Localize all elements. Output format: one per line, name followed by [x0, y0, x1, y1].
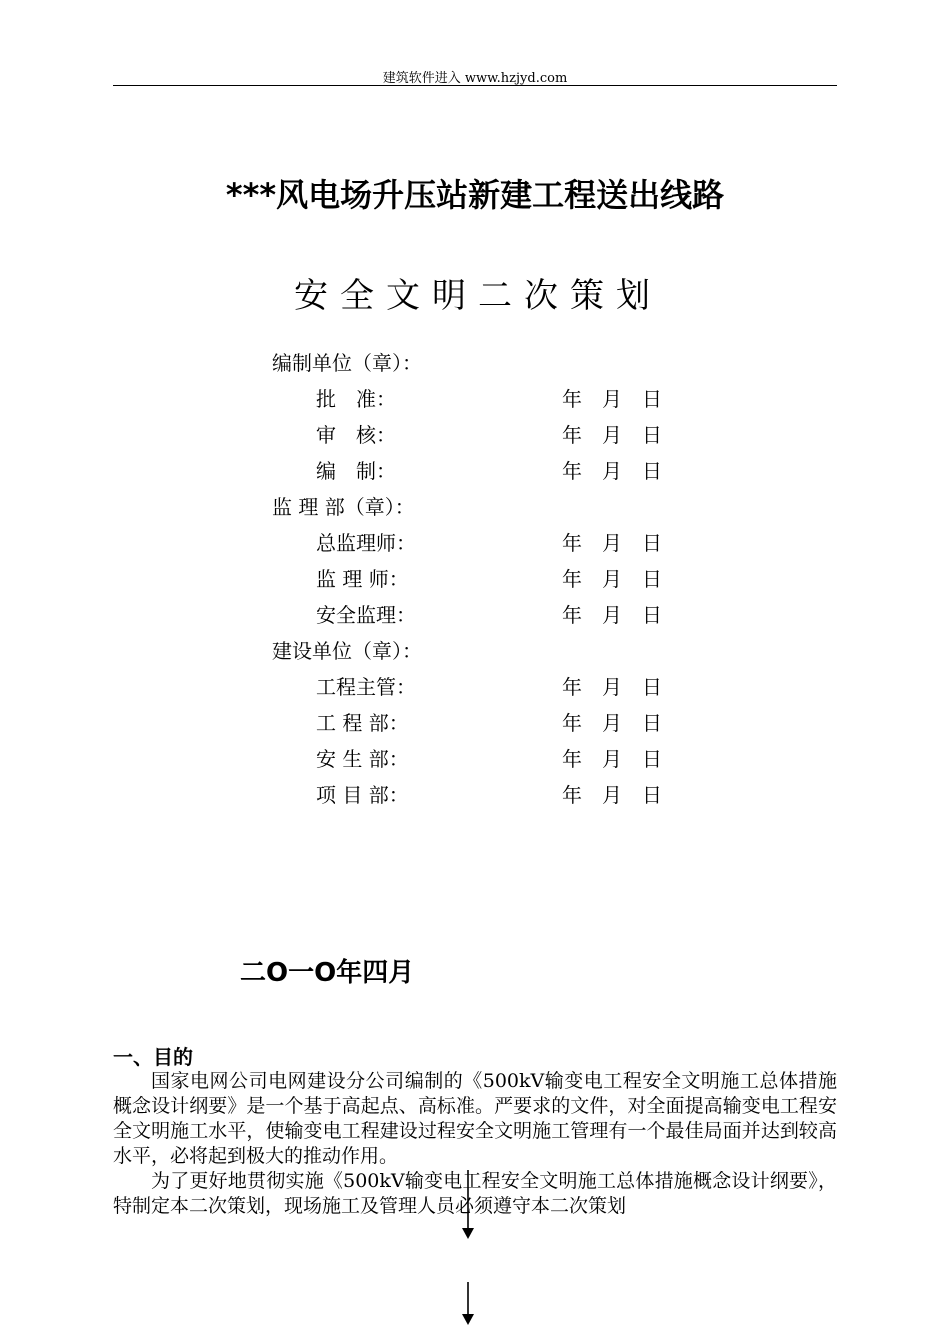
- signature-group-compiler: [272, 345, 682, 489]
- date-placeholder: 年月日: [562, 459, 682, 483]
- signature-row: [272, 597, 682, 633]
- signature-row: [272, 561, 682, 597]
- date-placeholder: 年月日: [562, 711, 682, 735]
- section-heading: 一、目的: [113, 1045, 193, 1069]
- signature-group-heading: 监 理 部（章）：: [272, 495, 415, 519]
- signature-row: [272, 669, 682, 705]
- signature-group-heading: 编制单位（章）：: [272, 351, 422, 375]
- paragraph: 为了更好地贯彻实施《500kV输变电工程安全文明施工总体措施概念设计纲要》，特制定本二次策划，现场施工及管理人员必须遵守本二次策划: [113, 1170, 837, 1217]
- signature-label: 安 生 部：: [316, 747, 409, 771]
- signature-row: [272, 705, 682, 741]
- page-header: 建筑软件进入 www.hzjyd.com: [382, 71, 568, 86]
- signature-row: [272, 381, 682, 417]
- signature-label: 项 目 部：: [316, 783, 409, 807]
- header-rule: [113, 85, 837, 86]
- signature-group-owner: [272, 633, 682, 813]
- date-placeholder: 年月日: [562, 423, 682, 447]
- date-placeholder: 年月日: [562, 783, 682, 807]
- signature-row: [272, 453, 682, 489]
- signature-label: 审 核：: [316, 423, 396, 447]
- signature-label: 总监理师：: [316, 531, 416, 555]
- signature-row: [272, 777, 682, 813]
- down-arrow-icon: [460, 1170, 476, 1240]
- date-placeholder: 年月日: [562, 747, 682, 771]
- paragraph: 国家电网公司电网建设分公司编制的《500kV输变电工程安全文明施工总体措施概念设计纲要》是一个基于高起点、高标准。严要求的文件，对全面提高输变电工程安全文明施工水平，使输变电工程建设过程安全文明施工管理有一个最佳局面并达到较高水平，必将起到极大的推动作用。: [113, 1070, 837, 1167]
- signature-label: 批 准：: [316, 387, 396, 411]
- signature-label: 工 程 部：: [316, 711, 409, 735]
- signature-row: [272, 741, 682, 777]
- down-arrow-icon: [460, 1282, 476, 1326]
- signature-row: [272, 417, 682, 453]
- document-subtitle: 安全文明二次策划: [294, 276, 662, 316]
- date-placeholder: 年月日: [562, 675, 682, 699]
- date-placeholder: 年月日: [562, 603, 682, 627]
- signature-label: 安全监理：: [316, 603, 416, 627]
- signature-label: 监 理 师：: [316, 567, 409, 591]
- signature-row: [272, 525, 682, 561]
- signature-group-supervision: [272, 489, 682, 633]
- document-title: ***风电场升压站新建工程送出线路: [225, 176, 725, 214]
- signature-label: 编 制：: [316, 459, 396, 483]
- signature-group-heading: 建设单位（章）：: [272, 639, 422, 663]
- date-placeholder: 年月日: [562, 387, 682, 411]
- issue-date: 二O一O年四月: [240, 958, 415, 988]
- date-placeholder: 年月日: [562, 531, 682, 555]
- signature-label: 工程主管：: [316, 675, 416, 699]
- date-placeholder: 年月日: [562, 567, 682, 591]
